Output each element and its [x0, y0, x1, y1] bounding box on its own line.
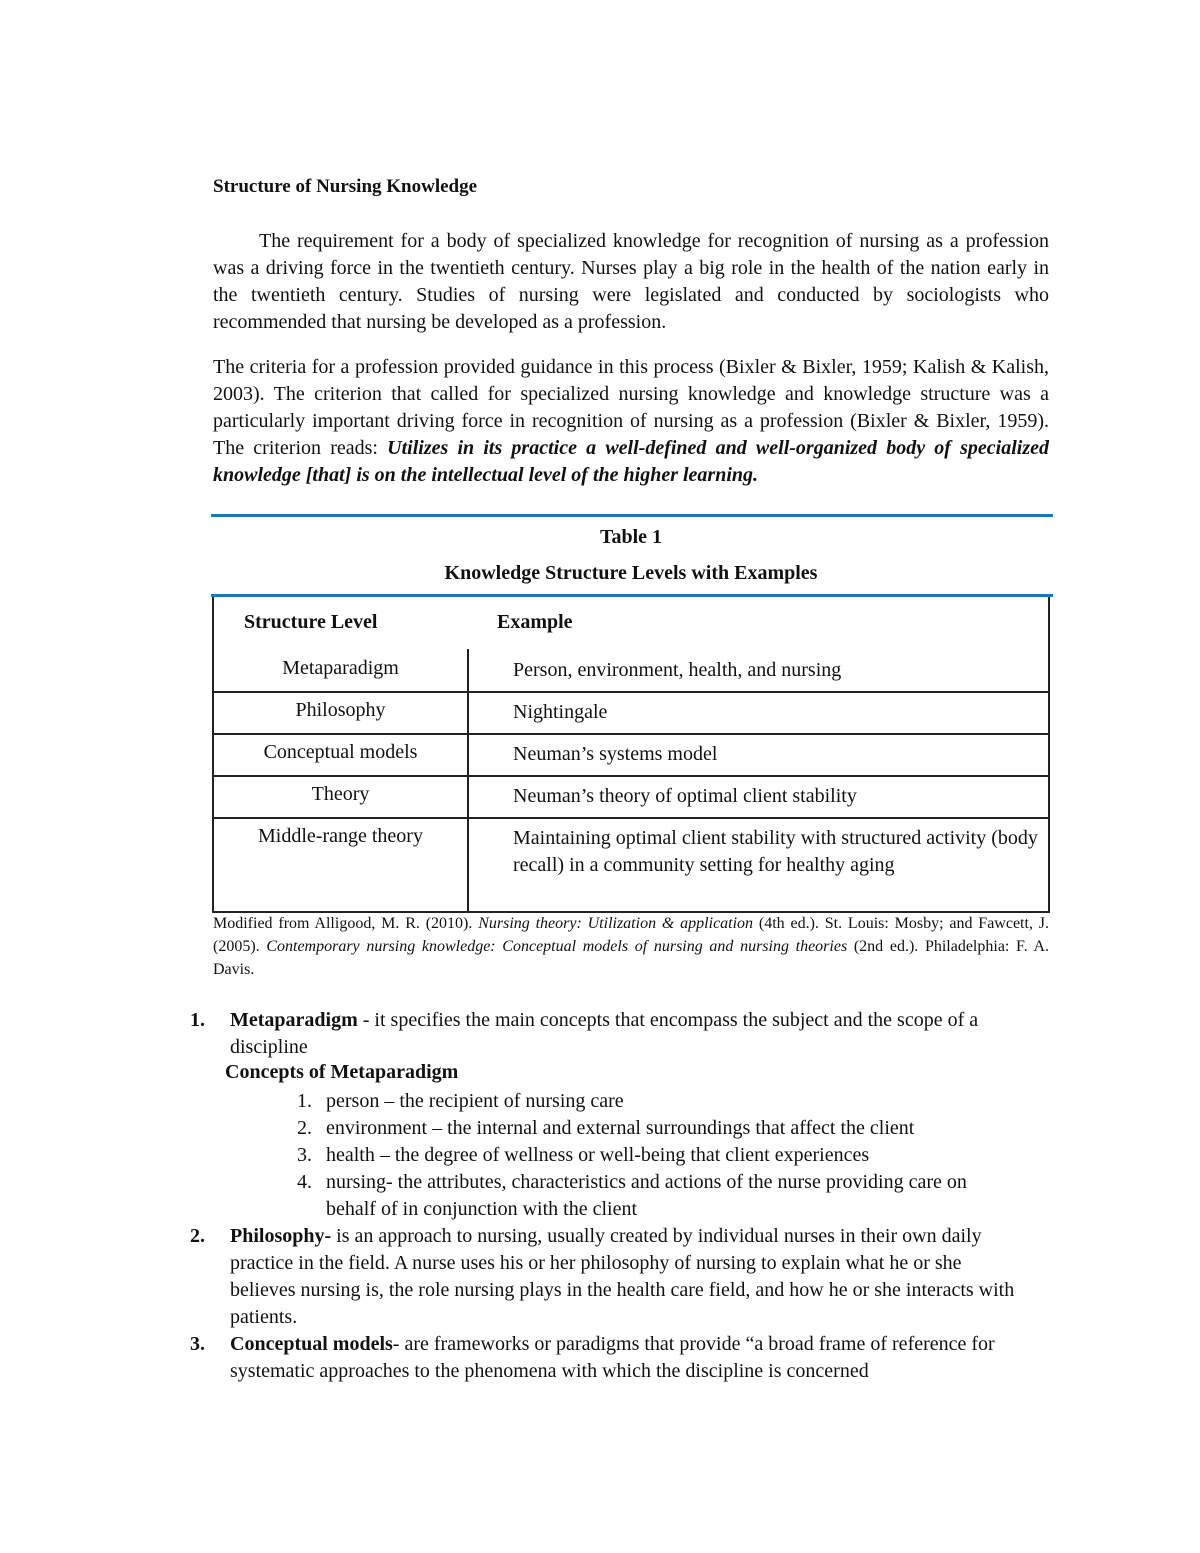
cell-example: Neuman’s systems model [513, 743, 718, 765]
cell-level: Theory [311, 783, 370, 805]
header-structure-level: Structure Level [244, 611, 378, 633]
sub-list-item [297, 1088, 1017, 1115]
list-term: Conceptual models [230, 1333, 393, 1355]
sub-text: person – the recipient of nursing care [326, 1090, 624, 1112]
list-term: Metaparadigm [230, 1009, 358, 1031]
document-title: Structure of Nursing Knowledge [213, 176, 478, 197]
list-item-metaparadigm [190, 1007, 1020, 1061]
list-definition: is an approach to nursing, usually created by individual nurses in their own daily practice in the field. A nurse uses his or her philosophy of nursing to explain what he or she believes nursing is, the role nursing plays in the health care field, and how he or she interacts with patients. [230, 1225, 1015, 1328]
cell-example: Maintaining optimal client stability with structured activity (body recall) in a community setting for healthy aging [513, 827, 1038, 876]
sub-number: 3. [297, 1144, 312, 1166]
sub-number: 1. [297, 1090, 312, 1112]
criteria-paragraph [213, 354, 1049, 489]
list-definition: - it specifies the main concepts that encompass the subject and the scope of a discipline [230, 1009, 979, 1058]
table-row [214, 649, 1048, 693]
table-source-note [213, 912, 1049, 981]
list-term: Philosophy- [230, 1225, 332, 1247]
table-row [214, 735, 1048, 777]
source-mid: (4th ed.). St. Louis: Mosby; and Fawcett, J. (2005). [213, 915, 1049, 955]
table-row [214, 819, 1048, 911]
header-example: Example [497, 611, 573, 633]
list-number: 1. [190, 1009, 205, 1031]
list-definition: - are frameworks or paradigms that provide “a broad frame of reference for systematic approaches to the phenomena with which the discipline is concerned [230, 1333, 995, 1382]
source-title-2: Contemporary nursing knowledge: Conceptual models of nursing and nursing theories [266, 938, 848, 955]
sub-text: health – the degree of wellness or well-being that client experiences [326, 1144, 870, 1166]
list-item-philosophy [190, 1223, 1020, 1331]
sub-text: environment – the internal and external surroundings that affect the client [326, 1117, 915, 1139]
criterion-quote: Utilizes in its practice a well-defined and well-organized body of specialized knowledge [that] is on the intellectual level of the higher learning. [213, 437, 1050, 486]
criteria-text: The criteria for a profession provided guidance in this process (Bixler & Bixler, 1959; Kalish & Kalish, 2003). The criterion that called for specialized nursing knowledge and knowledge structure was a particularly important driving force in recognition of nursing as a profession (Bixler & Bixler, 1959). The criterion reads: [213, 356, 1049, 459]
source-prefix: Modified from Alligood, M. R. (2010). [213, 915, 479, 932]
table-caption: Knowledge Structure Levels with Examples [444, 562, 818, 584]
cell-example: Nightingale [513, 701, 608, 723]
list-item-conceptual-models [190, 1331, 1020, 1385]
table-row [214, 693, 1048, 735]
sub-number: 2. [297, 1117, 312, 1139]
sub-heading: Concepts of Metaparadigm [225, 1061, 459, 1083]
cell-level: Metaparadigm [282, 657, 399, 679]
sub-list-item [297, 1169, 1017, 1223]
source-suffix: (2nd ed.). Philadelphia: F. A. Davis. [213, 938, 1049, 978]
sub-text: nursing- the attributes, characteristics and actions of the nurse providing care on behalf of in conjunction with the client [326, 1171, 967, 1220]
intro-paragraph: The requirement for a body of specialized knowledge for recognition of nursing as a profession was a driving force in the twentieth century. Nurses play a big role in the health of the nation early in the twentieth century. Studies of nursing were legislated and conducted by sociologists who recommended that nursing be developed as a profession. [213, 230, 1049, 333]
cell-level: Middle-range theory [258, 825, 423, 847]
table-row [214, 777, 1048, 819]
sub-number: 4. [297, 1171, 312, 1193]
cell-level: Philosophy [295, 699, 386, 721]
table-label: Table 1 [599, 526, 663, 548]
list-number: 3. [190, 1333, 205, 1355]
list-number: 2. [190, 1225, 205, 1247]
source-title-1: Nursing theory: Utilization & application [478, 915, 754, 932]
sub-list-item [297, 1115, 1017, 1142]
sub-list-item [297, 1142, 1017, 1169]
knowledge-structure-table [212, 597, 1050, 913]
cell-example: Neuman’s theory of optimal client stability [513, 785, 857, 807]
cell-example: Person, environment, health, and nursing [513, 659, 842, 681]
section-divider [211, 514, 1053, 517]
table-header [214, 597, 1048, 647]
cell-level: Conceptual models [263, 741, 418, 763]
